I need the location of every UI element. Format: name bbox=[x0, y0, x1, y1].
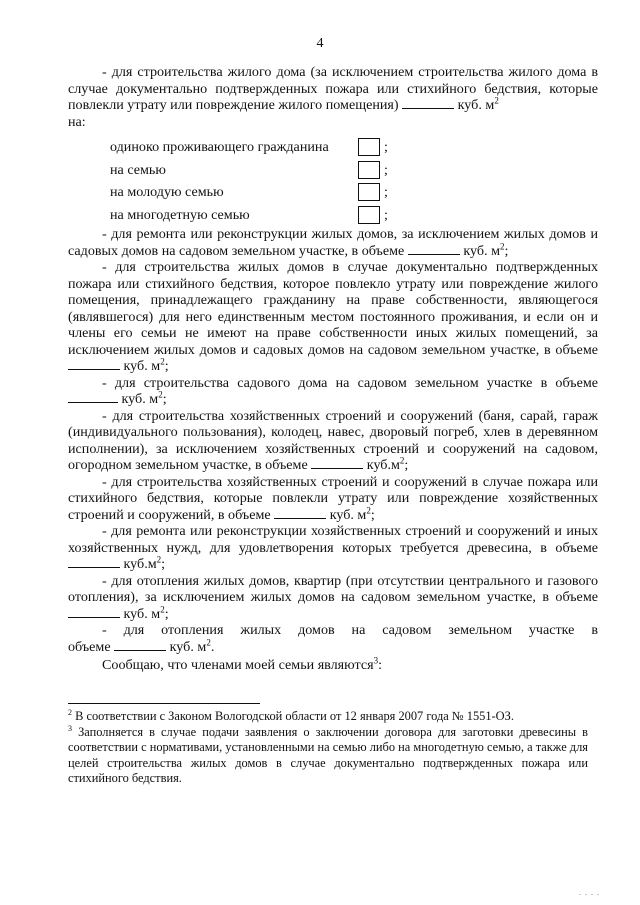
footnote-ref: 2 bbox=[160, 603, 165, 614]
unit-label: куб. м bbox=[457, 97, 495, 113]
option-row bbox=[110, 204, 598, 227]
unit-label: куб.м bbox=[366, 457, 400, 473]
footnote-divider bbox=[68, 703, 260, 704]
volume-blank[interactable] bbox=[114, 639, 166, 651]
option-checkbox[interactable] bbox=[358, 206, 380, 224]
punctuation: ; bbox=[404, 457, 409, 473]
footnote-text: Заполняется в случае подачи заявления о заключении договора для заготовки древесины в соответствии с нормативами, установленными на семью либо на многодетную семью, а также для целей строительства жилых домов в случае документально подтвержденных пожара или стихийного бедствия. bbox=[68, 724, 588, 785]
option-label: на многодетную семью bbox=[110, 206, 250, 223]
unit-label: куб. м bbox=[121, 391, 159, 407]
unit-label: куб. м bbox=[123, 605, 161, 622]
footnote-ref: 2 bbox=[500, 240, 505, 251]
punctuation: : bbox=[378, 657, 382, 673]
paragraph-text: - для отопления жилых домов, квартир (при отсутствии центрального и газового отопления), за исключением жилых домов на садовом земельном участке, в объеме bbox=[68, 572, 598, 605]
footnote-number: 3 bbox=[68, 723, 72, 733]
footnote bbox=[68, 709, 588, 725]
page-number: 4 bbox=[316, 36, 324, 51]
paragraph-tail: на: bbox=[68, 113, 86, 130]
footnote-ref: 2 bbox=[366, 504, 371, 515]
paragraph-residential-house bbox=[68, 64, 598, 130]
footnote-ref: 2 bbox=[160, 356, 165, 367]
option-semicolon: ; bbox=[384, 206, 388, 223]
volume-blank[interactable] bbox=[402, 97, 454, 109]
paragraph-text: - для ремонта или реконструкции жилых домов, за исключением жилых домов и садовых домов на садовом земельном участке, в объеме bbox=[68, 226, 598, 259]
unit-label: куб.м bbox=[123, 556, 157, 572]
volume-blank[interactable] bbox=[68, 556, 120, 568]
paragraph-heating bbox=[68, 573, 598, 623]
scan-mark: . . . . bbox=[579, 888, 600, 897]
paragraph-repair bbox=[68, 226, 598, 259]
footnote-ref: 2 bbox=[494, 95, 499, 106]
option-checkbox[interactable] bbox=[358, 161, 380, 179]
footnote-number: 2 bbox=[68, 707, 72, 717]
punctuation: ; bbox=[370, 506, 375, 523]
paragraph-heating-garden-cont bbox=[68, 636, 598, 656]
recipient-options bbox=[110, 136, 598, 226]
paragraph-text: - для строительства жилого дома (за исключением строительства жилого дома в случае документально подтвержденных пожара или стихийного бедствия, которые повлекли утрату или повреждение жилого помещения) bbox=[68, 64, 598, 113]
footnote-ref: 2 bbox=[156, 554, 162, 565]
paragraph-family bbox=[68, 657, 598, 674]
paragraph-garden-house bbox=[68, 375, 598, 408]
punctuation: ; bbox=[162, 391, 167, 407]
footnote bbox=[68, 725, 588, 787]
unit-label: куб. м bbox=[463, 242, 500, 259]
paragraph-tail: в bbox=[591, 622, 599, 638]
paragraph-text: - для отопления жилых домов на садовом земельном участке bbox=[102, 622, 575, 638]
paragraph-text: - для строительства жилых домов в случае документально подтвержденных пожара или стихийного бедствия, которое повлекло утрату или повреждение жилого помещения, принадлежащего гражданину на праве собственности, являющегося (являвшегося) для него единственным местом постоянного проживания, и если он и члены его семьи не имеют на праве собственности иных жилых помещений, за исключением жилых домов и садовых домов на садовом земельном участке, в объеме bbox=[68, 259, 598, 358]
paragraph-outbuildings bbox=[68, 408, 598, 474]
document-body bbox=[68, 64, 598, 674]
unit-label: куб. м bbox=[169, 638, 207, 655]
option-row bbox=[110, 159, 598, 182]
punctuation: ; bbox=[164, 358, 169, 374]
option-label: на молодую семью bbox=[110, 184, 224, 200]
footnote-ref: 2 bbox=[206, 636, 211, 647]
option-row bbox=[110, 136, 598, 159]
punctuation: ; bbox=[161, 556, 166, 572]
footnote-ref: 3 bbox=[373, 655, 379, 666]
volume-blank[interactable] bbox=[68, 606, 120, 618]
paragraph-text: Сообщаю, что членами моей семьи являются bbox=[102, 657, 374, 673]
option-semicolon: ; bbox=[384, 161, 388, 178]
volume-blank[interactable] bbox=[68, 391, 118, 403]
option-checkbox[interactable] bbox=[358, 183, 380, 201]
punctuation: ; bbox=[164, 605, 169, 622]
option-checkbox[interactable] bbox=[358, 138, 380, 156]
unit-label: куб. м bbox=[329, 506, 367, 523]
punctuation: ; bbox=[504, 242, 509, 259]
volume-blank[interactable] bbox=[408, 243, 460, 255]
volume-blank[interactable] bbox=[68, 358, 120, 370]
paragraph-outbuildings-fire bbox=[68, 474, 598, 524]
volume-blank[interactable] bbox=[311, 457, 363, 469]
paragraph-text: - для строительства хозяйственных строений и сооружений в случае пожара или стихийного бедствия, которые повлекли утрату или повреждение хозяйственных строений и сооружений, в объеме bbox=[68, 473, 598, 523]
option-semicolon: ; bbox=[384, 139, 388, 155]
option-label: на семью bbox=[110, 161, 166, 178]
paragraph-text: - для строительства садового дома на садовом земельном участке в объеме bbox=[102, 374, 598, 391]
footnote-ref: 2 bbox=[399, 455, 405, 466]
option-row bbox=[110, 181, 598, 204]
footnote-ref: 2 bbox=[158, 389, 163, 400]
footnotes bbox=[68, 709, 588, 787]
punctuation: . bbox=[210, 638, 215, 655]
option-semicolon: ; bbox=[384, 184, 388, 200]
footnote-text: В соответствии с Законом Вологодской области от 12 января 2007 года № 1551-ОЗ. bbox=[72, 709, 514, 723]
paragraph-text: - для ремонта или реконструкции хозяйственных строений и сооружений и иных хозяйственных нужд, для удовлетворения которых требуется древесина, в объеме bbox=[68, 523, 598, 556]
option-label: одиноко проживающего гражданина bbox=[110, 139, 329, 155]
paragraph-text: объеме bbox=[68, 638, 111, 655]
paragraph-outbuildings-repair bbox=[68, 523, 598, 573]
paragraph-text: - для строительства хозяйственных строений и сооружений (баня, сарай, гараж (индивидуального пользования), колодец, навес, дворовый погреб, хлев в деревянном исполнении), за исключением хозяйственных строений и сооружений на садовом, огородном земельном участке, в объеме bbox=[68, 407, 598, 473]
unit-label: куб. м bbox=[123, 358, 161, 374]
volume-blank[interactable] bbox=[274, 507, 326, 519]
paragraph-heating-garden bbox=[68, 622, 598, 639]
paragraph-fire bbox=[68, 259, 598, 375]
